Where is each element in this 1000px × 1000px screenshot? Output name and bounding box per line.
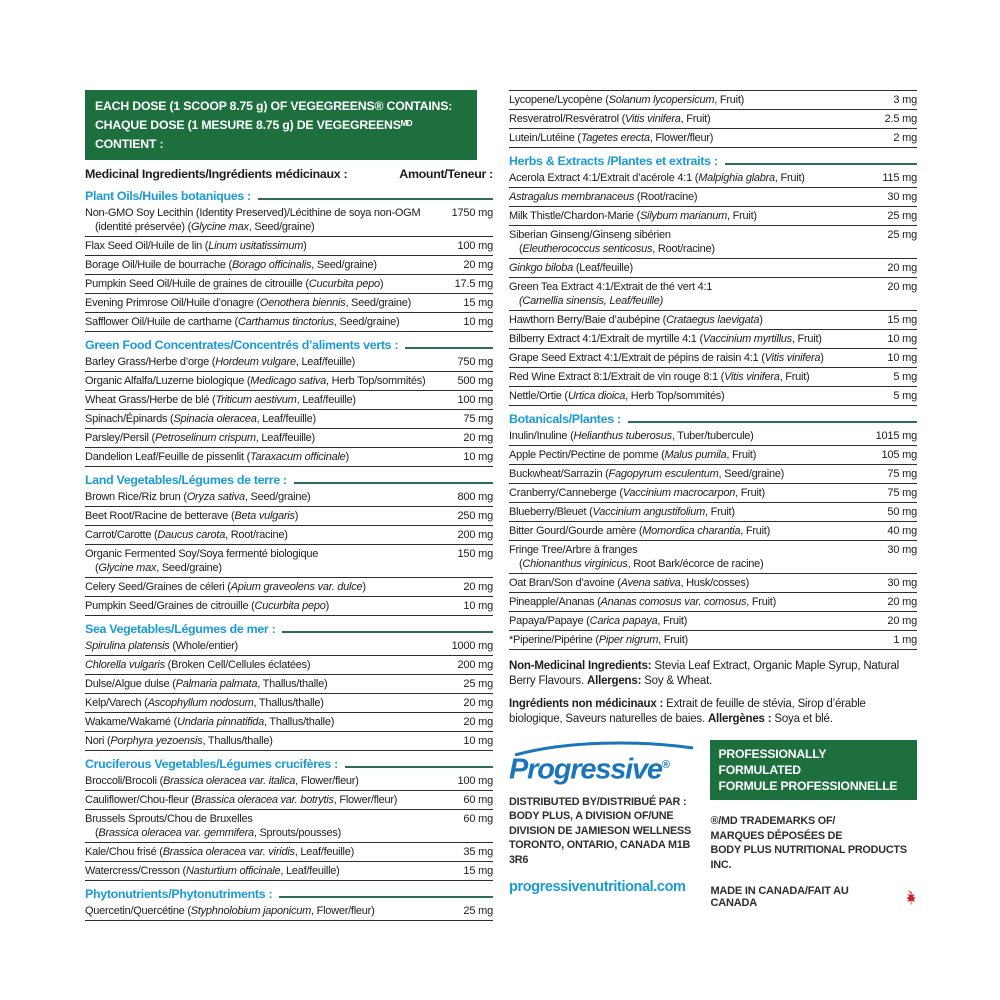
ingredient-name: Carrot/Carotte (Daucus carota, Root/racine) xyxy=(85,529,288,541)
ingredient-name: Fringe Tree/Arbre à franges (Chionanthus virginicus, Root Bark/écorce de racine) xyxy=(509,543,879,571)
section-header xyxy=(85,619,493,636)
ingredient-name-line2: (Glycine max, Seed/graine) xyxy=(95,562,222,574)
ingredient-name: Wakame/Wakamé (Undaria pinnatifida, Thallus/thalle) xyxy=(85,716,335,728)
section-title: Plant Oils/Huiles botaniques : xyxy=(85,189,251,203)
ingredient-row xyxy=(509,259,917,278)
ingredient-row xyxy=(85,237,493,256)
ingredient-row xyxy=(509,207,917,226)
ingredient-name: Quercetin/Quercétine (Styphnolobium japonicum, Flower/fleur) xyxy=(85,905,375,917)
ingredient-amount: 200 mg xyxy=(457,529,493,541)
ingredient-amount: 1015 mg xyxy=(875,430,917,442)
website-link[interactable]: progressivenutritional.com xyxy=(509,879,686,896)
amount-heading: Amount/Teneur : xyxy=(399,167,493,181)
ingredient-name: Organic Alfalfa/Luzerne biologique (Medicago sativa, Herb Top/sommités) xyxy=(85,375,426,387)
ingredient-row xyxy=(509,593,917,612)
ingredient-row xyxy=(85,772,493,791)
ingredient-row xyxy=(85,526,493,545)
ingredient-row xyxy=(85,694,493,713)
ingredient-name: *Piperine/Pipérine (Piper nigrum, Fruit) xyxy=(509,634,688,646)
ingredient-row xyxy=(509,446,917,465)
right-sections xyxy=(509,90,917,650)
section-header xyxy=(509,151,917,168)
ingredient-row xyxy=(509,110,917,129)
ingredient-name: Cranberry/Canneberge (Vaccinium macrocarpon, Fruit) xyxy=(509,487,765,499)
distributor-line: BODY PLUS, A DIVISION OF/UNE xyxy=(509,810,674,823)
ingredient-amount: 20 mg xyxy=(463,581,493,593)
progressive-logo xyxy=(509,750,698,785)
dose-header-box xyxy=(85,90,477,160)
ingredient-name: Papaya/Papaye (Carica papaya, Fruit) xyxy=(509,615,688,627)
ingredient-amount: 1000 mg xyxy=(451,640,493,652)
ingredient-amount: 30 mg xyxy=(887,544,917,556)
ingredient-row xyxy=(85,372,493,391)
ingredient-name: Beet Root/Racine de betterave (Beta vulgaris) xyxy=(85,510,299,522)
ingredient-row xyxy=(85,862,493,881)
ingredient-row xyxy=(85,410,493,429)
ingredient-row xyxy=(85,732,493,751)
section-rule xyxy=(282,631,493,633)
section-header xyxy=(85,754,493,771)
ingredient-row xyxy=(85,275,493,294)
ingredient-name: Hawthorn Berry/Baie d’aubépine (Crataegus laevigata) xyxy=(509,314,763,326)
progressive-logo-text: Progressive xyxy=(509,753,662,786)
ingredient-row xyxy=(509,631,917,650)
ingredient-name: Evening Primrose Oil/Huile d’onagre (Oenothera biennis, Seed/graine) xyxy=(85,297,412,309)
section-title: Botanicals/Plantes : xyxy=(509,412,621,426)
ingredient-row xyxy=(85,448,493,467)
ingredient-amount: 5 mg xyxy=(893,390,917,402)
ingredient-amount: 2.5 mg xyxy=(884,113,917,125)
ingredient-name: Watercress/Cresson (Nasturtium officinale, Leaf/feuille) xyxy=(85,865,340,877)
ingredient-row xyxy=(509,427,917,446)
ingredient-amount: 75 mg xyxy=(463,413,493,425)
ingredient-row xyxy=(509,541,917,574)
ingredient-amount: 20 mg xyxy=(463,697,493,709)
ingredient-amount: 10 mg xyxy=(887,333,917,345)
ingredient-amount: 20 mg xyxy=(463,716,493,728)
ingredient-amount: 10 mg xyxy=(887,352,917,364)
ingredient-name: Bilberry Extract 4:1/Extrait de myrtille 4:1 (Vaccinium myrtillus, Fruit) xyxy=(509,333,822,345)
made-in-canada-text: MADE IN CANADA/FAIT AU CANADA xyxy=(710,885,849,909)
section-header xyxy=(85,884,493,901)
ingredient-amount: 115 mg xyxy=(882,172,917,184)
distributor-line: DISTRIBUTED BY/DISTRIBUÉ PAR : xyxy=(509,795,687,808)
section-title: Sea Vegetables/Légumes de mer : xyxy=(85,622,276,636)
ingredient-amount: 15 mg xyxy=(887,314,917,326)
medicinal-ingredients-heading: Medicinal Ingredients/Ingrédients médicinaux : xyxy=(85,167,348,181)
ingredient-name: Buckwheat/Sarrazin (Fagopyrum esculentum, Seed/graine) xyxy=(509,468,785,480)
columns-header xyxy=(85,167,493,181)
ingredient-amount: 35 mg xyxy=(463,846,493,858)
ingredient-amount: 200 mg xyxy=(457,659,493,671)
left-sections xyxy=(85,186,493,921)
ingredient-row xyxy=(85,545,493,578)
ingredient-row xyxy=(85,637,493,656)
section-title: Land Vegetables/Légumes de terre : xyxy=(85,473,287,487)
ingredient-amount: 75 mg xyxy=(887,487,917,499)
ingredient-name: Inulin/Inuline (Helianthus tuberosus, Tuber/tubercule) xyxy=(509,430,754,442)
ingredient-name: Dandelion Leaf/Feuille de pissenlit (Taraxacum officinale) xyxy=(85,451,349,463)
made-in-canada xyxy=(710,885,917,909)
ingredient-name: Pumpkin Seed/Graines de citrouille (Cucurbita pepo) xyxy=(85,600,330,612)
ingredient-name: Red Wine Extract 8:1/Extrait de vin rouge 8:1 (Vitis vinifera, Fruit) xyxy=(509,371,810,383)
ingredient-row xyxy=(85,313,493,332)
ingredient-amount: 3 mg xyxy=(893,94,917,106)
ingredient-row xyxy=(85,578,493,597)
section-header xyxy=(509,409,917,426)
ingredient-row xyxy=(85,810,493,843)
ingredient-amount: 15 mg xyxy=(463,865,493,877)
non-medicinal-ingredients-en: Non-Medicinal Ingredients: Stevia Leaf Extract, Organic Maple Syrup, Natural Berry Flavours. Allergens: Soy & Wheat. xyxy=(509,660,899,687)
ingredient-row xyxy=(509,503,917,522)
ingredient-name-line2: (Camellia sinensis, Leaf/feuille) xyxy=(519,295,663,307)
ingredient-row xyxy=(509,387,917,406)
badge-line2: FORMULE PROFESSIONNELLE xyxy=(718,779,898,793)
ingredient-name: Organic Fermented Soy/Soya fermenté biologique (Glycine max, Seed/graine) xyxy=(85,547,450,575)
right-column xyxy=(509,90,917,921)
ingredient-amount: 10 mg xyxy=(463,316,493,328)
ingredient-amount: 30 mg xyxy=(887,577,917,589)
ingredient-name: Borage Oil/Huile de bourrache (Borago officinalis, Seed/graine) xyxy=(85,259,377,271)
section-rule xyxy=(258,198,493,200)
ingredient-row xyxy=(85,656,493,675)
ingredient-amount: 30 mg xyxy=(887,191,917,203)
ingredient-amount: 40 mg xyxy=(887,525,917,537)
ingredient-row xyxy=(509,465,917,484)
distributor-line: DIVISION DE JAMIESON WELLNESS xyxy=(509,824,691,837)
ingredient-row xyxy=(509,349,917,368)
section-rule xyxy=(628,421,917,423)
ingredient-name: Lutein/Lutéine (Tagetes erecta, Flower/fleur) xyxy=(509,132,714,144)
ingredient-amount: 20 mg xyxy=(887,596,917,608)
ingredient-name: Oat Bran/Son d’avoine (Avena sativa, Husk/cosses) xyxy=(509,577,750,589)
ingredient-amount: 20 mg xyxy=(887,281,917,293)
ingredient-amount: 50 mg xyxy=(887,506,917,518)
ingredient-name: Safflower Oil/Huile de carthame (Carthamus tinctorius, Seed/graine) xyxy=(85,316,400,328)
dose-header-line2: CHAQUE DOSE (1 MESURE 8.75 g) DE VEGEGREENSᴹᴰ CONTIENT : xyxy=(95,118,413,151)
ingredient-amount: 17.5 mg xyxy=(454,278,493,290)
ingredient-amount: 100 mg xyxy=(457,775,493,787)
ingredient-name: Nori (Porphyra yezoensis, Thallus/thalle) xyxy=(85,735,273,747)
section-title: Phytonutrients/Phytonutriments : xyxy=(85,887,273,901)
trademark-line: BODY PLUS NUTRITIONAL PRODUCTS INC. xyxy=(710,844,907,871)
ingredient-row xyxy=(509,226,917,259)
trademark-line: MARQUES DÉPOSÉES DE xyxy=(710,829,843,842)
ingredient-row xyxy=(509,188,917,207)
ingredient-amount: 750 mg xyxy=(457,356,493,368)
ingredient-amount: 1750 mg xyxy=(451,207,493,219)
ingredient-row xyxy=(85,429,493,448)
ingredient-row xyxy=(85,256,493,275)
ingredient-row xyxy=(85,675,493,694)
ingredient-name: Acerola Extract 4:1/Extrait d’acérole 4:1 (Malpighia glabra, Fruit) xyxy=(509,172,805,184)
ingredient-name: Barley Grass/Herbe d’orge (Hordeum vulgare, Leaf/feuille) xyxy=(85,356,356,368)
ingredient-row xyxy=(509,169,917,188)
ingredient-row xyxy=(509,129,917,148)
section-title: Herbs & Extracts /Plantes et extraits : xyxy=(509,154,718,168)
section-header xyxy=(85,335,493,352)
ingredient-row xyxy=(85,488,493,507)
ingredient-name: Spinach/Épinards (Spinacia oleracea, Leaf/feuille) xyxy=(85,413,316,425)
ingredient-name: Lycopene/Lycopène (Solanum lycopersicum, Fruit) xyxy=(509,94,745,106)
ingredient-amount: 60 mg xyxy=(463,813,493,825)
ingredient-row xyxy=(85,843,493,862)
non-medicinal-ingredients-fr: Ingrédients non médicinaux : Extrait de feuille de stévia, Sirop d’érable biologique, Saveurs naturelles de baies. Allergènes : Soya et blé. xyxy=(509,698,866,725)
trademark-line: ®/MD TRADEMARKS OF/ xyxy=(710,815,836,827)
registered-mark: ® xyxy=(661,759,669,771)
ingredient-name: Milk Thistle/Chardon-Marie (Silybum marianum, Fruit) xyxy=(509,210,757,222)
ingredient-name: Flax Seed Oil/Huile de lin (Linum usitatissimum) xyxy=(85,240,307,252)
ingredient-row xyxy=(85,597,493,616)
ingredient-name: Siberian Ginseng/Ginseng sibérien (Eleutherococcus senticosus, Root/racine) xyxy=(509,228,879,256)
ingredient-amount: 15 mg xyxy=(463,297,493,309)
ingredient-amount: 100 mg xyxy=(457,240,493,252)
ingredient-name: Brown Rice/Riz brun (Oryza sativa, Seed/graine) xyxy=(85,491,311,503)
ingredient-amount: 25 mg xyxy=(463,678,493,690)
ingredient-amount: 10 mg xyxy=(463,600,493,612)
ingredient-row xyxy=(85,294,493,313)
ingredient-amount: 1 mg xyxy=(893,634,917,646)
ingredient-amount: 10 mg xyxy=(463,735,493,747)
label-footer xyxy=(509,740,917,909)
section-rule xyxy=(405,347,493,349)
ingredient-amount: 25 mg xyxy=(887,210,917,222)
ingredient-name-line2: (Eleutherococcus senticosus, Root/racine) xyxy=(519,243,715,255)
left-column xyxy=(85,90,493,921)
ingredient-row xyxy=(85,391,493,410)
distributor-block xyxy=(509,795,698,868)
ingredient-name: Dulse/Algue dulse (Palmaria palmata, Thallus/thalle) xyxy=(85,678,328,690)
section-rule xyxy=(279,896,493,898)
ingredient-row xyxy=(509,574,917,593)
ingredient-name: Ginkgo biloba (Leaf/feuille) xyxy=(509,262,633,274)
section-title: Cruciferous Vegetables/Légumes crucifères : xyxy=(85,757,338,771)
ingredient-name: Blueberry/Bleuet (Vaccinium angustifolium, Fruit) xyxy=(509,506,735,518)
ingredient-amount: 105 mg xyxy=(881,449,917,461)
ingredient-amount: 150 mg xyxy=(457,548,493,560)
badge-line1: PROFESSIONALLY FORMULATED xyxy=(718,747,827,777)
ingredient-amount: 20 mg xyxy=(887,262,917,274)
ingredient-name: Grape Seed Extract 4:1/Extrait de pépins de raisin 4:1 (Vitis vinifera) xyxy=(509,352,824,364)
ingredient-name: Broccoli/Brocoli (Brassica oleracea var. italica, Flower/fleur) xyxy=(85,775,359,787)
ingredient-name: Bitter Gourd/Gourde amère (Momordica charantia, Fruit) xyxy=(509,525,771,537)
ingredient-name-line2: (Chionanthus virginicus, Root Bark/écorce de racine) xyxy=(519,558,764,570)
footer-left xyxy=(509,740,698,909)
ingredient-name: Cauliflower/Chou-fleur (Brassica oleracea var. botrytis, Flower/fleur) xyxy=(85,794,398,806)
ingredient-name: Celery Seed/Graines de céleri (Apium graveolens var. dulce) xyxy=(85,581,366,593)
footer-right xyxy=(710,740,917,909)
ingredient-row xyxy=(509,311,917,330)
ingredient-row xyxy=(509,612,917,631)
ingredient-name: Kale/Chou frisé (Brassica oleracea var. viridis, Leaf/feuille) xyxy=(85,846,355,858)
ingredient-name: Pineapple/Ananas (Ananas comosus var. comosus, Fruit) xyxy=(509,596,776,608)
ingredient-amount: 25 mg xyxy=(887,229,917,241)
section-title: Green Food Concentrates/Concentrés d’aliments verts : xyxy=(85,338,399,352)
ingredient-amount: 5 mg xyxy=(893,371,917,383)
ingredient-row xyxy=(509,522,917,541)
ingredient-amount: 500 mg xyxy=(457,375,493,387)
ingredient-name: Spirulina platensis (Whole/entier) xyxy=(85,640,238,652)
ingredient-name: Parsley/Persil (Petroselinum crispum, Leaf/feuille) xyxy=(85,432,315,444)
section-rule xyxy=(725,163,917,165)
ingredient-row xyxy=(85,713,493,732)
ingredient-name: Pumpkin Seed Oil/Huile de graines de citrouille (Cucurbita pepo) xyxy=(85,278,384,290)
ingredient-row xyxy=(509,368,917,387)
distributor-line: TORONTO, ONTARIO, CANADA M1B 3R6 xyxy=(509,839,691,866)
ingredient-name: Wheat Grass/Herbe de blé (Triticum aestivum, Leaf/feuille) xyxy=(85,394,356,406)
ingredient-row xyxy=(509,90,917,110)
ingredient-row xyxy=(85,791,493,810)
maple-leaf-icon xyxy=(900,889,917,906)
ingredient-name: Non-GMO Soy Lecithin (Identity Preserved)/Lécithine de soya non-OGM (identité préservée) (Glycine max, Seed/graine) xyxy=(85,206,444,234)
dose-header-line1: EACH DOSE (1 SCOOP 8.75 g) OF VEGEGREENS® CONTAINS: xyxy=(95,99,453,113)
section-header xyxy=(85,470,493,487)
supplement-facts-label xyxy=(85,90,917,921)
ingredient-amount: 20 mg xyxy=(463,259,493,271)
ingredient-name: Astragalus membranaceus (Root/racine) xyxy=(509,191,698,203)
ingredient-amount: 60 mg xyxy=(463,794,493,806)
ingredient-name: Chlorella vulgaris (Broken Cell/Cellules éclatées) xyxy=(85,659,311,671)
trademark-block xyxy=(710,814,917,872)
ingredient-row xyxy=(85,902,493,921)
ingredient-amount: 20 mg xyxy=(463,432,493,444)
section-header xyxy=(85,186,493,203)
ingredient-amount: 250 mg xyxy=(457,510,493,522)
section-rule xyxy=(345,766,493,768)
ingredient-row xyxy=(85,204,493,237)
ingredient-amount: 2 mg xyxy=(893,132,917,144)
ingredient-row xyxy=(509,278,917,311)
ingredient-name: Green Tea Extract 4:1/Extrait de thé vert 4:1 (Camellia sinensis, Leaf/feuille) xyxy=(509,280,879,308)
ingredient-name-line2: (Brassica oleracea var. gemmifera, Sprouts/pousses) xyxy=(95,827,342,839)
ingredient-amount: 25 mg xyxy=(463,905,493,917)
ingredient-amount: 75 mg xyxy=(887,468,917,480)
section-rule xyxy=(294,482,493,484)
ingredient-amount: 20 mg xyxy=(887,615,917,627)
ingredient-row xyxy=(85,507,493,526)
ingredient-name: Apple Pectin/Pectine de pomme (Malus pumila, Fruit) xyxy=(509,449,757,461)
ingredient-name: Kelp/Varech (Ascophyllum nodosum, Thallus/thalle) xyxy=(85,697,324,709)
ingredient-name: Resveratrol/Resvératrol (Vitis vinifera, Fruit) xyxy=(509,113,711,125)
ingredient-amount: 10 mg xyxy=(463,451,493,463)
ingredient-row xyxy=(509,330,917,349)
ingredient-amount: 100 mg xyxy=(457,394,493,406)
ingredient-amount: 800 mg xyxy=(457,491,493,503)
ingredient-name: Nettle/Ortie (Urtica dioica, Herb Top/sommités) xyxy=(509,390,725,402)
ingredient-name-line2: (identité préservée) (Glycine max, Seed/graine) xyxy=(95,221,315,233)
ingredient-row xyxy=(85,353,493,372)
ingredient-name: Brussels Sprouts/Chou de Bruxelles (Brassica oleracea var. gemmifera, Sprouts/pousses) xyxy=(85,812,455,840)
ingredient-row xyxy=(509,484,917,503)
professionally-formulated-badge xyxy=(710,740,917,800)
